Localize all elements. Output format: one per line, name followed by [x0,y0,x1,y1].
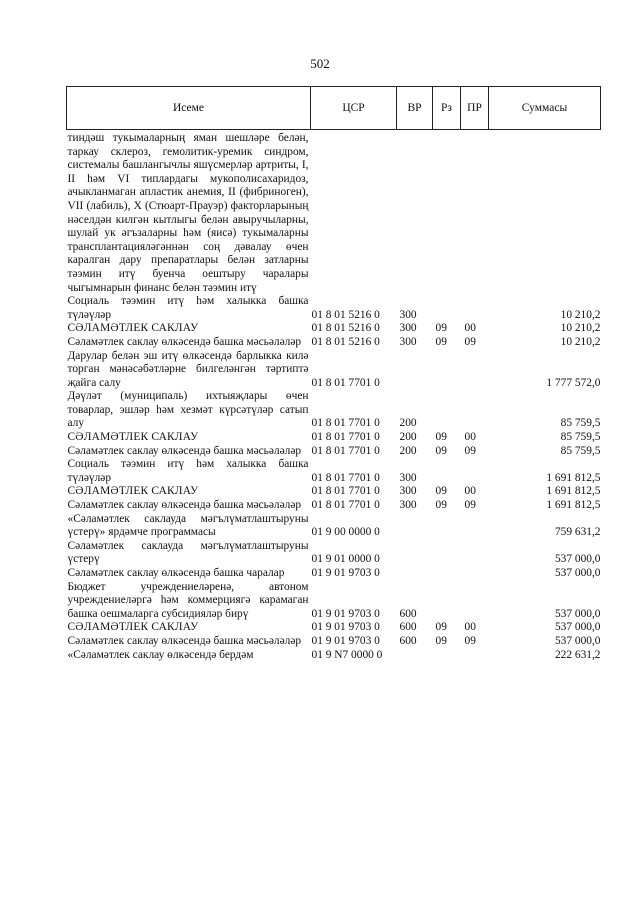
table-row [67,458,601,485]
cell-sum: 85 759,5 [560,444,601,457]
cell-sum: 85 759,5 [560,417,601,430]
cell-csr: 01 8 01 7701 0 [311,376,380,389]
table-row [67,322,601,336]
cell-rz: 09 [435,322,447,335]
cell-name: Сәламәтлек саклау өлкәсендә башка мәсьәләләр [67,634,302,647]
cell-name: Сәламәтлек саклау өлкәсендә башка мәсьәләләр [67,444,302,457]
cell-pr [461,390,489,431]
cell-sum: 537 000,0 [554,634,601,647]
cell-sum: 85 759,5 [560,431,601,444]
cell-csr: 01 9 01 9703 0 [311,567,380,579]
header-vr: ВР [397,87,433,130]
cell-sum: 537 000,0 [554,553,601,566]
header-pr: ПР [461,87,489,130]
cell-name: Сәламәтлек саклауда мәгълүматлаштыруны үстерү [67,539,309,566]
cell-vr [397,567,433,581]
cell-vr: 300 [399,322,417,335]
cell-rz [433,458,461,485]
cell-pr [461,130,489,296]
cell-vr: 300 [399,335,417,348]
table-row [67,295,601,322]
cell-sum [489,130,601,296]
cell-csr: 01 8 01 7701 0 [311,485,380,498]
cell-pr: 09 [464,335,476,348]
cell-vr [397,649,433,663]
table-row [67,567,601,581]
cell-name: тиндәш тукымаларның яман шешләре белән, таркау склероз, гемолитик-уремик синдром, системалы башлангычлы яшүсмерләр артриты, I, II һәм VI типлардагы мукополисахаридоз, ачыкланмаган апластик анемия, II (фибриноген), VII (лабиль), X (Стюарт-Прауэр) факторларының нәселдән килгән кытлыгы белән авыручыларны, шулай ук әгъзаларны һәм (яисә) тукымаларны трансплантацияләгәннән соң дәвалау өчен каралган дару препаратлары белән затларны тәэмин итү буенча оештыру чаралары чыгымнарын финанс белән тәэмин итү [67,132,309,294]
table-row [67,130,601,296]
cell-name: СӘЛАМӘТЛЕК САКЛАУ [67,431,199,444]
cell-vr: 200 [399,431,417,444]
cell-rz [433,649,461,663]
table-row [67,499,601,513]
cell-name: СӘЛАМӘТЛЕК САКЛАУ [67,322,199,335]
cell-vr: 200 [399,417,417,430]
cell-sum: 1 691 812,5 [546,499,601,512]
cell-sum: 10 210,2 [560,335,601,348]
cell-pr: 09 [464,444,476,457]
cell-pr [461,540,489,567]
table-row [67,445,601,459]
cell-sum: 537 000,0 [554,621,601,634]
cell-rz [433,567,461,581]
cell-pr: 09 [464,499,476,512]
cell-csr: 01 9 01 9703 0 [311,621,380,634]
cell-rz: 09 [435,485,447,498]
cell-vr [397,513,433,540]
table-row [67,513,601,540]
cell-csr: 01 8 01 5216 0 [311,308,380,321]
cell-sum: 537 000,0 [554,567,601,579]
header-sum: Суммасы [489,87,601,130]
table-row [67,485,601,499]
cell-rz [433,390,461,431]
cell-vr: 200 [399,444,417,457]
cell-sum: 1 691 812,5 [546,485,601,498]
table-row [67,336,601,350]
cell-csr [311,130,397,296]
cell-csr: 01 9 N7 0000 0 [311,648,383,661]
cell-pr [461,513,489,540]
cell-csr: 01 8 01 7701 0 [311,471,380,484]
cell-vr: 600 [399,621,417,634]
cell-name: Социаль тәэмин итү һәм халыкка башка түләүләр [67,295,309,321]
cell-vr: 300 [399,485,417,498]
cell-name: Дарулар белән эш итү өлкәсендә барлыкка килә торган мәнәсәбәтләрне билгеләнгән тәртиптә җайга салу [67,349,309,389]
cell-csr: 01 8 01 5216 0 [311,335,380,348]
cell-vr: 300 [399,308,417,321]
table-row [67,635,601,649]
cell-csr: 01 9 01 9703 0 [311,607,380,620]
cell-rz [433,540,461,567]
cell-vr: 600 [399,607,417,620]
cell-pr: 00 [464,621,476,634]
table-header [67,87,601,130]
table-row [67,431,601,445]
cell-pr [461,649,489,663]
cell-rz [433,581,461,622]
cell-pr: 09 [464,634,476,647]
cell-name: Сәламәтлек саклау өлкәсендә башка чаралар [67,567,285,579]
cell-pr: 00 [464,322,476,335]
table-row [67,390,601,431]
cell-name: «Сәламәтлек саклауда мәгълүматлаштыруны үстерү» ярдәмче программасы [67,512,309,539]
cell-csr: 01 8 01 5216 0 [311,322,380,335]
cell-name: Дәүләт (муниципаль) ихтыяҗлары өчен товарлар, эшләр һәм хезмәт күрсәтүләр сатып алу [67,390,309,430]
cell-pr [461,567,489,581]
header-rz: Рз [433,87,461,130]
header-csr: ЦСР [311,87,397,130]
cell-csr: 01 9 01 0000 0 [311,553,380,566]
cell-csr: 01 8 01 7701 0 [311,431,380,444]
cell-vr [397,540,433,567]
cell-rz: 09 [435,621,447,634]
cell-name: Социаль тәэмин итү һәм халыкка башка түләүләр [67,458,309,484]
cell-rz [433,513,461,540]
header-name: Исеме [67,87,311,130]
cell-rz: 09 [435,335,447,348]
cell-pr: 00 [464,431,476,444]
cell-csr: 01 8 01 7701 0 [311,444,380,457]
cell-name: Сәламәтлек саклау өлкәсендә башка мәсьәләләр [67,499,302,512]
cell-csr: 01 8 01 7701 0 [311,499,380,512]
cell-vr: 300 [399,471,417,484]
table-row [67,649,601,663]
cell-csr: 01 8 01 7701 0 [311,417,380,430]
cell-sum: 537 000,0 [554,607,601,620]
cell-rz: 09 [435,634,447,647]
cell-pr [461,458,489,485]
cell-vr [397,130,433,296]
cell-pr [461,581,489,622]
cell-name: «Сәламәтлек саклау өлкәсендә бердәм [67,648,254,661]
table-row [67,621,601,635]
cell-pr [461,350,489,391]
cell-sum: 1 777 572,0 [546,376,601,389]
table-row [67,350,601,391]
cell-sum: 222 631,2 [554,648,601,661]
cell-rz: 09 [435,444,447,457]
cell-vr [397,350,433,391]
cell-rz: 09 [435,431,447,444]
cell-name: СӘЛАМӘТЛЕК САКЛАУ [67,485,199,498]
cell-vr: 300 [399,499,417,512]
cell-rz [433,130,461,296]
cell-sum: 10 210,2 [560,308,601,321]
cell-rz [433,350,461,391]
cell-pr [461,295,489,322]
table-row [67,540,601,567]
cell-name: СӘЛАМӘТЛЕК САКЛАУ [67,621,199,634]
cell-name: Сәламәтлек саклау өлкәсендә башка мәсьәләләр [67,335,302,348]
cell-sum: 759 631,2 [554,526,601,539]
table-body [67,130,601,663]
budget-table [66,86,601,662]
cell-vr: 600 [399,634,417,647]
cell-rz [433,295,461,322]
cell-csr: 01 9 01 9703 0 [311,634,380,647]
cell-csr: 01 9 00 0000 0 [311,526,380,539]
table-row [67,581,601,622]
cell-sum: 10 210,2 [560,322,601,335]
cell-pr: 00 [464,485,476,498]
cell-rz: 09 [435,499,447,512]
cell-sum: 1 691 812,5 [546,471,601,484]
cell-name: Бюджет учреждениеләренә, автоном учреждениеләргә һәм коммерциягә карамаган башка оешмаларга субсидияләр бирү [67,580,309,620]
page-number: 502 [310,56,330,71]
